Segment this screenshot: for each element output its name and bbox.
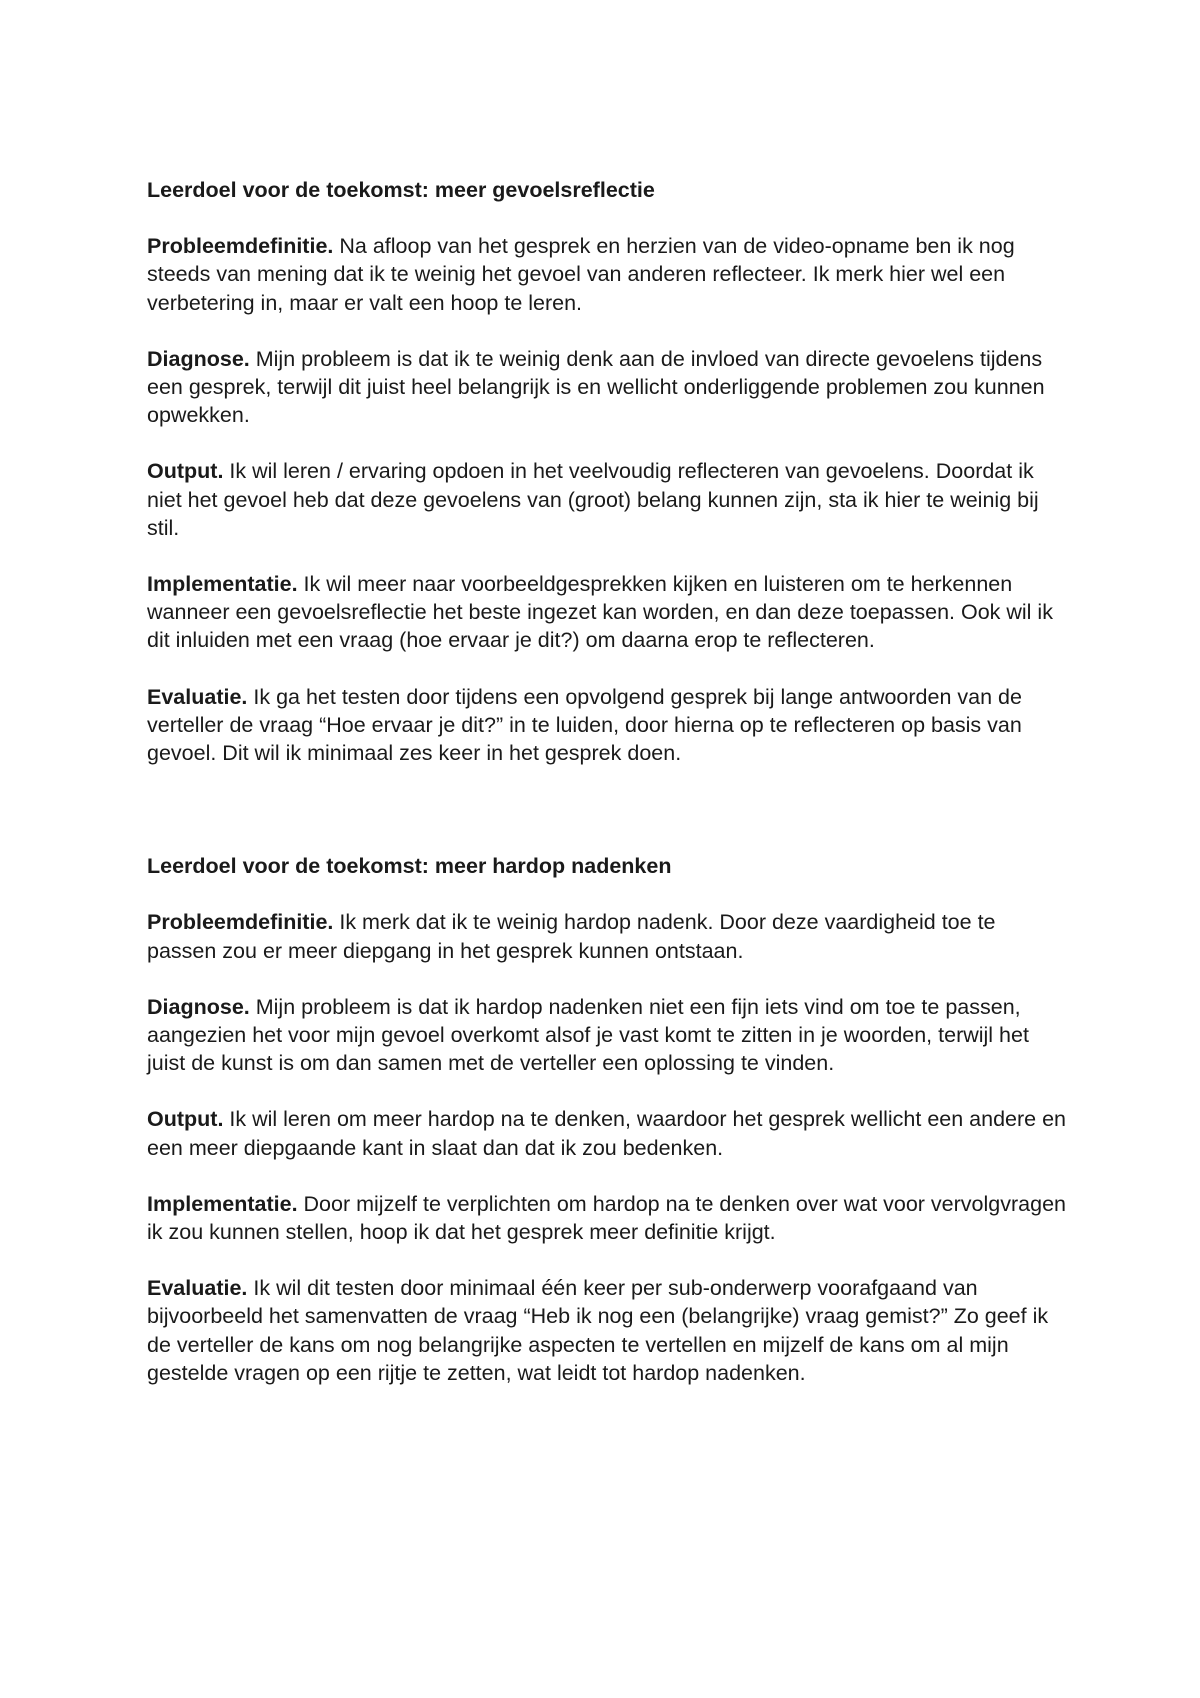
paragraph-diagnose bbox=[147, 993, 1067, 1078]
paragraph-label: Evaluatie. bbox=[147, 684, 248, 709]
document-content bbox=[147, 176, 1067, 1387]
paragraph-evaluatie bbox=[147, 683, 1067, 768]
paragraph-label: Output. bbox=[147, 459, 224, 484]
paragraph-label: Implementatie. bbox=[147, 1191, 298, 1216]
paragraph-text: Ik wil dit testen door minimaal één keer per sub-onderwerp voorafgaand van bijvoorbeeld het samenvatten de vraag “Heb ik nog een (belangrijke) vraag gemist?” Zo geef ik de verteller de kans om nog belangrijke aspecten te vertellen en mijzelf de kans om al mijn gestelde vragen op een rijtje te zetten, wat leidt tot hardop nadenken. bbox=[147, 1276, 1049, 1385]
paragraph-text: Mijn probleem is dat ik te weinig denk aan de invloed van directe gevoelens tijdens een gesprek, terwijl dit juist heel belangrijk is en wellicht onderliggende problemen zou kunnen opwekken. bbox=[147, 346, 1045, 428]
section-title: Leerdoel voor de toekomst: meer hardop nadenken bbox=[147, 854, 672, 879]
paragraph-implementatie bbox=[147, 570, 1067, 655]
paragraph-text: Mijn probleem is dat ik hardop nadenken niet een fijn iets vind om toe te passen, aangezien het voor mijn gevoel overkomt alsof je vast komt te zitten in je woorden, terwijl het juist de kunst is om dan samen met de verteller een oplossing te vinden. bbox=[147, 994, 1029, 1076]
paragraph-label: Diagnose. bbox=[147, 994, 250, 1019]
section-hardop-nadenken bbox=[147, 852, 1067, 1387]
paragraph-label: Probleemdefinitie. bbox=[147, 910, 334, 935]
paragraph-implementatie bbox=[147, 1190, 1067, 1246]
paragraph-evaluatie bbox=[147, 1274, 1067, 1387]
paragraph-text: Ik wil leren / ervaring opdoen in het veelvoudig reflecteren van gevoelens. Doordat ik niet het gevoel heb dat deze gevoelens van (groot) belang kunnen zijn, sta ik hier te weinig bij stil. bbox=[147, 459, 1039, 540]
paragraph-text: Na afloop van het gesprek en herzien van de video-opname ben ik nog steeds van mening dat ik te weinig het gevoel van anderen reflecteer. Ik merk hier wel een verbetering in, maar er valt een hoop te leren. bbox=[147, 234, 1015, 315]
paragraph-label: Evaluatie. bbox=[147, 1276, 248, 1301]
paragraph-text: Ik merk dat ik te weinig hardop nadenk. Door deze vaardigheid toe te passen zou er meer diepgang in het gesprek kunnen ontstaan. bbox=[147, 910, 996, 963]
paragraph-probleemdefinitie bbox=[147, 232, 1067, 317]
paragraph-text: Ik wil meer naar voorbeeldgesprekken kijken en luisteren om te herkennen wanneer een gevoelsreflectie het beste ingezet kan worden, en dan deze toepassen. Ook wil ik dit inluiden met een vraag (hoe ervaar je dit?) om daarna erop te reflecteren. bbox=[147, 572, 1053, 653]
section-gevoelsreflectie bbox=[147, 176, 1067, 767]
paragraph-output bbox=[147, 1105, 1067, 1161]
paragraph-label: Probleemdefinitie. bbox=[147, 234, 334, 259]
paragraph-diagnose bbox=[147, 345, 1067, 430]
paragraph-probleemdefinitie bbox=[147, 908, 1067, 964]
paragraph-label: Implementatie. bbox=[147, 572, 298, 597]
paragraph-label: Diagnose. bbox=[147, 346, 250, 371]
paragraph-text: Door mijzelf te verplichten om hardop na te denken over wat voor vervolgvragen ik zou kunnen stellen, hoop ik dat het gesprek meer definitie krijgt. bbox=[147, 1191, 1066, 1245]
paragraph-text: Ik ga het testen door tijdens een opvolgend gesprek bij lange antwoorden van de verteller de vraag “Hoe ervaar je dit?” in te luiden, door hierna op te reflecteren op basis van gevoel. Dit wil ik minimaal zes keer in het gesprek doen. bbox=[147, 684, 1022, 766]
paragraph-label: Output. bbox=[147, 1107, 224, 1132]
paragraph-text: Ik wil leren om meer hardop na te denken, waardoor het gesprek wellicht een andere en een meer diepgaande kant in slaat dan dat ik zou bedenken. bbox=[147, 1107, 1067, 1160]
section-title: Leerdoel voor de toekomst: meer gevoelsreflectie bbox=[147, 178, 655, 202]
paragraph-output bbox=[147, 457, 1067, 542]
